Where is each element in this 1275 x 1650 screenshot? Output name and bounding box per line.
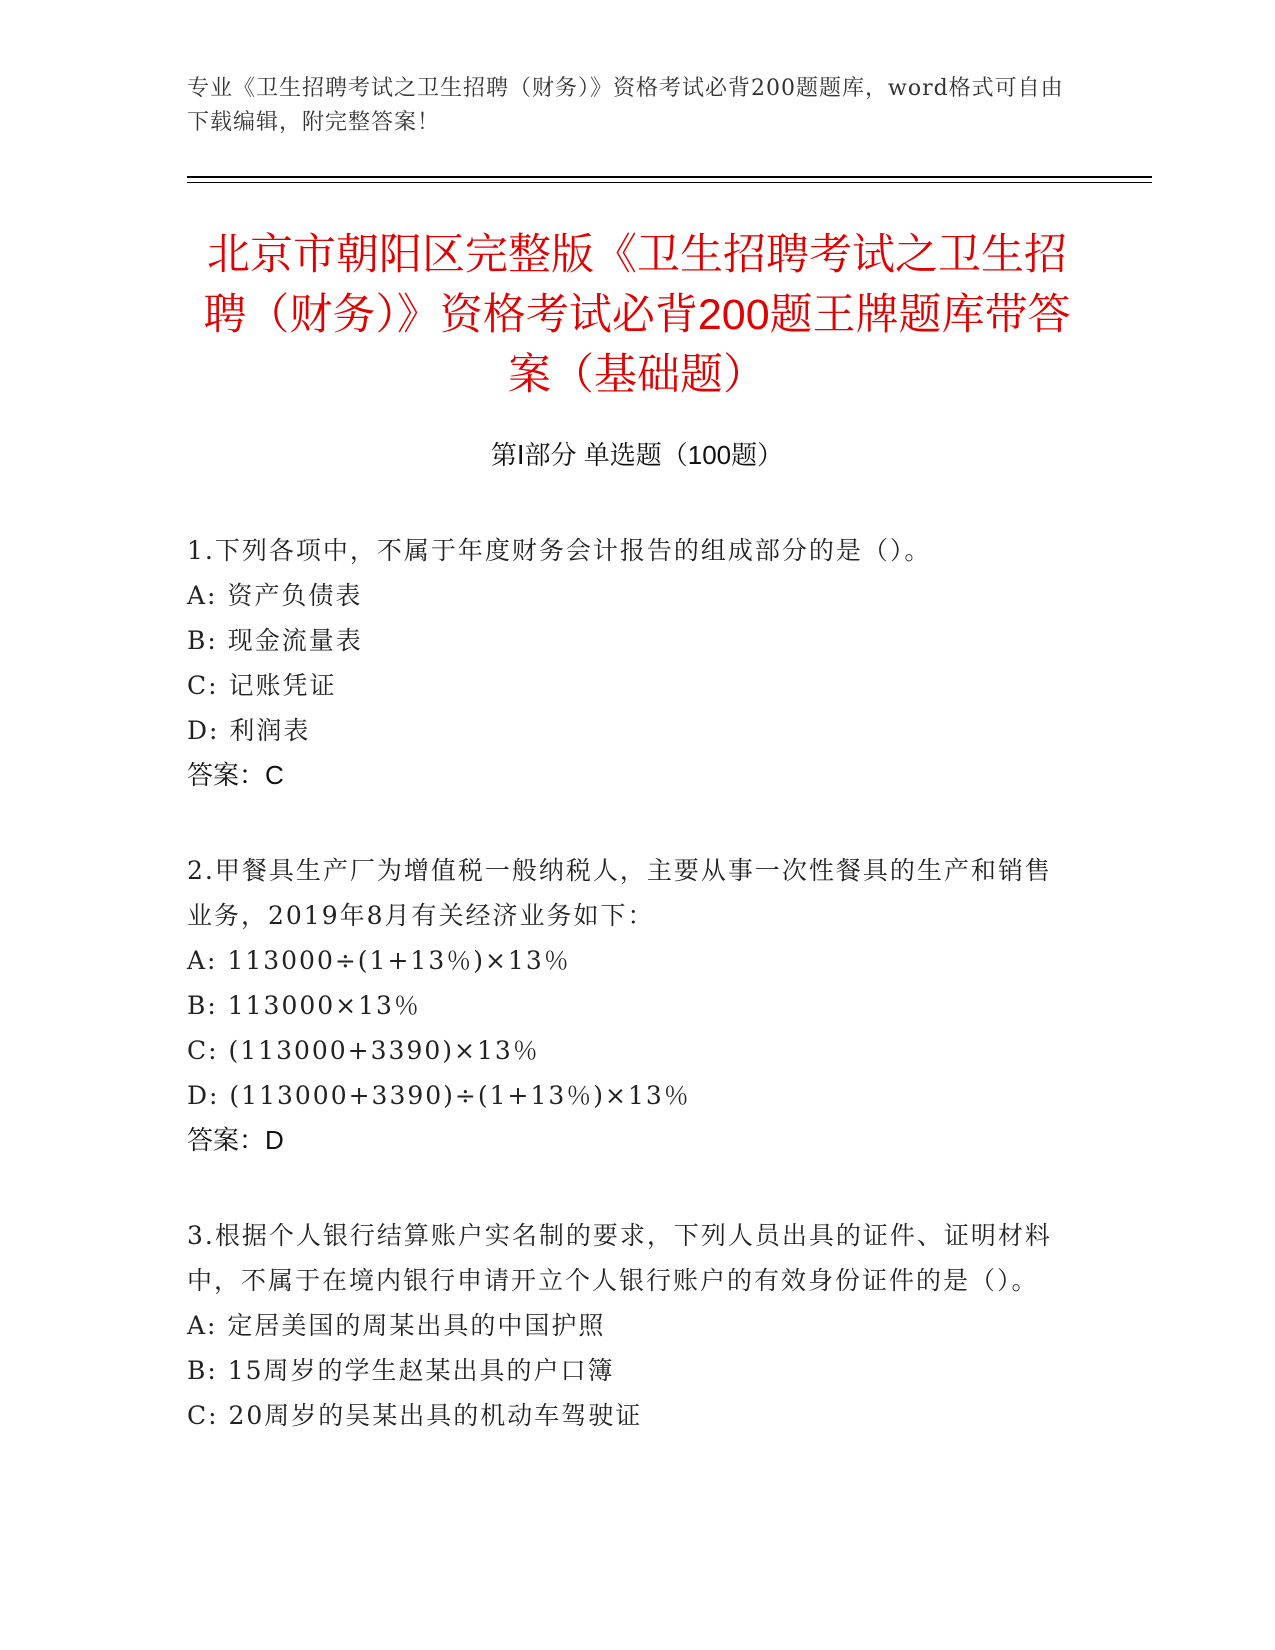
- option-d: D: (113000+3390)÷(1+13％)×13％: [187, 1081, 691, 1110]
- option-a: A: 113000÷(1+13％)×13％: [187, 946, 571, 975]
- header-divider-thick: [187, 176, 1152, 178]
- answer: 答案：C: [187, 760, 284, 790]
- option-c: C: 记账凭证: [187, 671, 337, 700]
- question-3: [187, 1213, 1067, 1438]
- section-heading: 第Ⅰ部分 单选题（100题）: [490, 440, 784, 470]
- option-c: C: 20周岁的吴某出具的机动车驾驶证: [187, 1401, 643, 1430]
- question-stem: 1.下列各项中，不属于年度财务会计报告的组成部分的是（）。: [187, 536, 932, 565]
- answer: 答案：D: [187, 1125, 284, 1155]
- question-stem: 2.甲餐具生产厂为增值税一般纳税人，主要从事一次性餐具的生产和销售业务，2019年8月有关经济业务如下：: [187, 856, 1052, 930]
- header-note: 专业《卫生招聘考试之卫生招聘（财务）》资格考试必背200题题库，word格式可自由下载编辑，附完整答案！: [187, 76, 1064, 135]
- option-b: B: 现金流量表: [187, 626, 363, 655]
- option-a: A: 定居美国的周某出具的中国护照: [187, 1311, 606, 1340]
- question-list: [187, 528, 1067, 1488]
- option-c: C: (113000+3390)×13％: [187, 1036, 540, 1065]
- option-a: A: 资产负债表: [187, 581, 363, 610]
- header-divider-thin: [187, 182, 1152, 183]
- option-b: B: 113000×13％: [187, 991, 421, 1020]
- document-title: 北京市朝阳区完整版《卫生招聘考试之卫生招聘（财务）》资格考试必背200题王牌题库带答案（基础题）: [203, 231, 1071, 399]
- option-d: D: 利润表: [187, 716, 311, 745]
- question-1: [187, 528, 1067, 798]
- option-b: B: 15周岁的学生赵某出具的户口簿: [187, 1356, 615, 1385]
- question-stem: 3.根据个人银行结算账户实名制的要求，下列人员出具的证件、证明材料中，不属于在境内银行申请开立个人银行账户的有效身份证件的是（）。: [187, 1221, 1052, 1295]
- question-2: [187, 848, 1067, 1163]
